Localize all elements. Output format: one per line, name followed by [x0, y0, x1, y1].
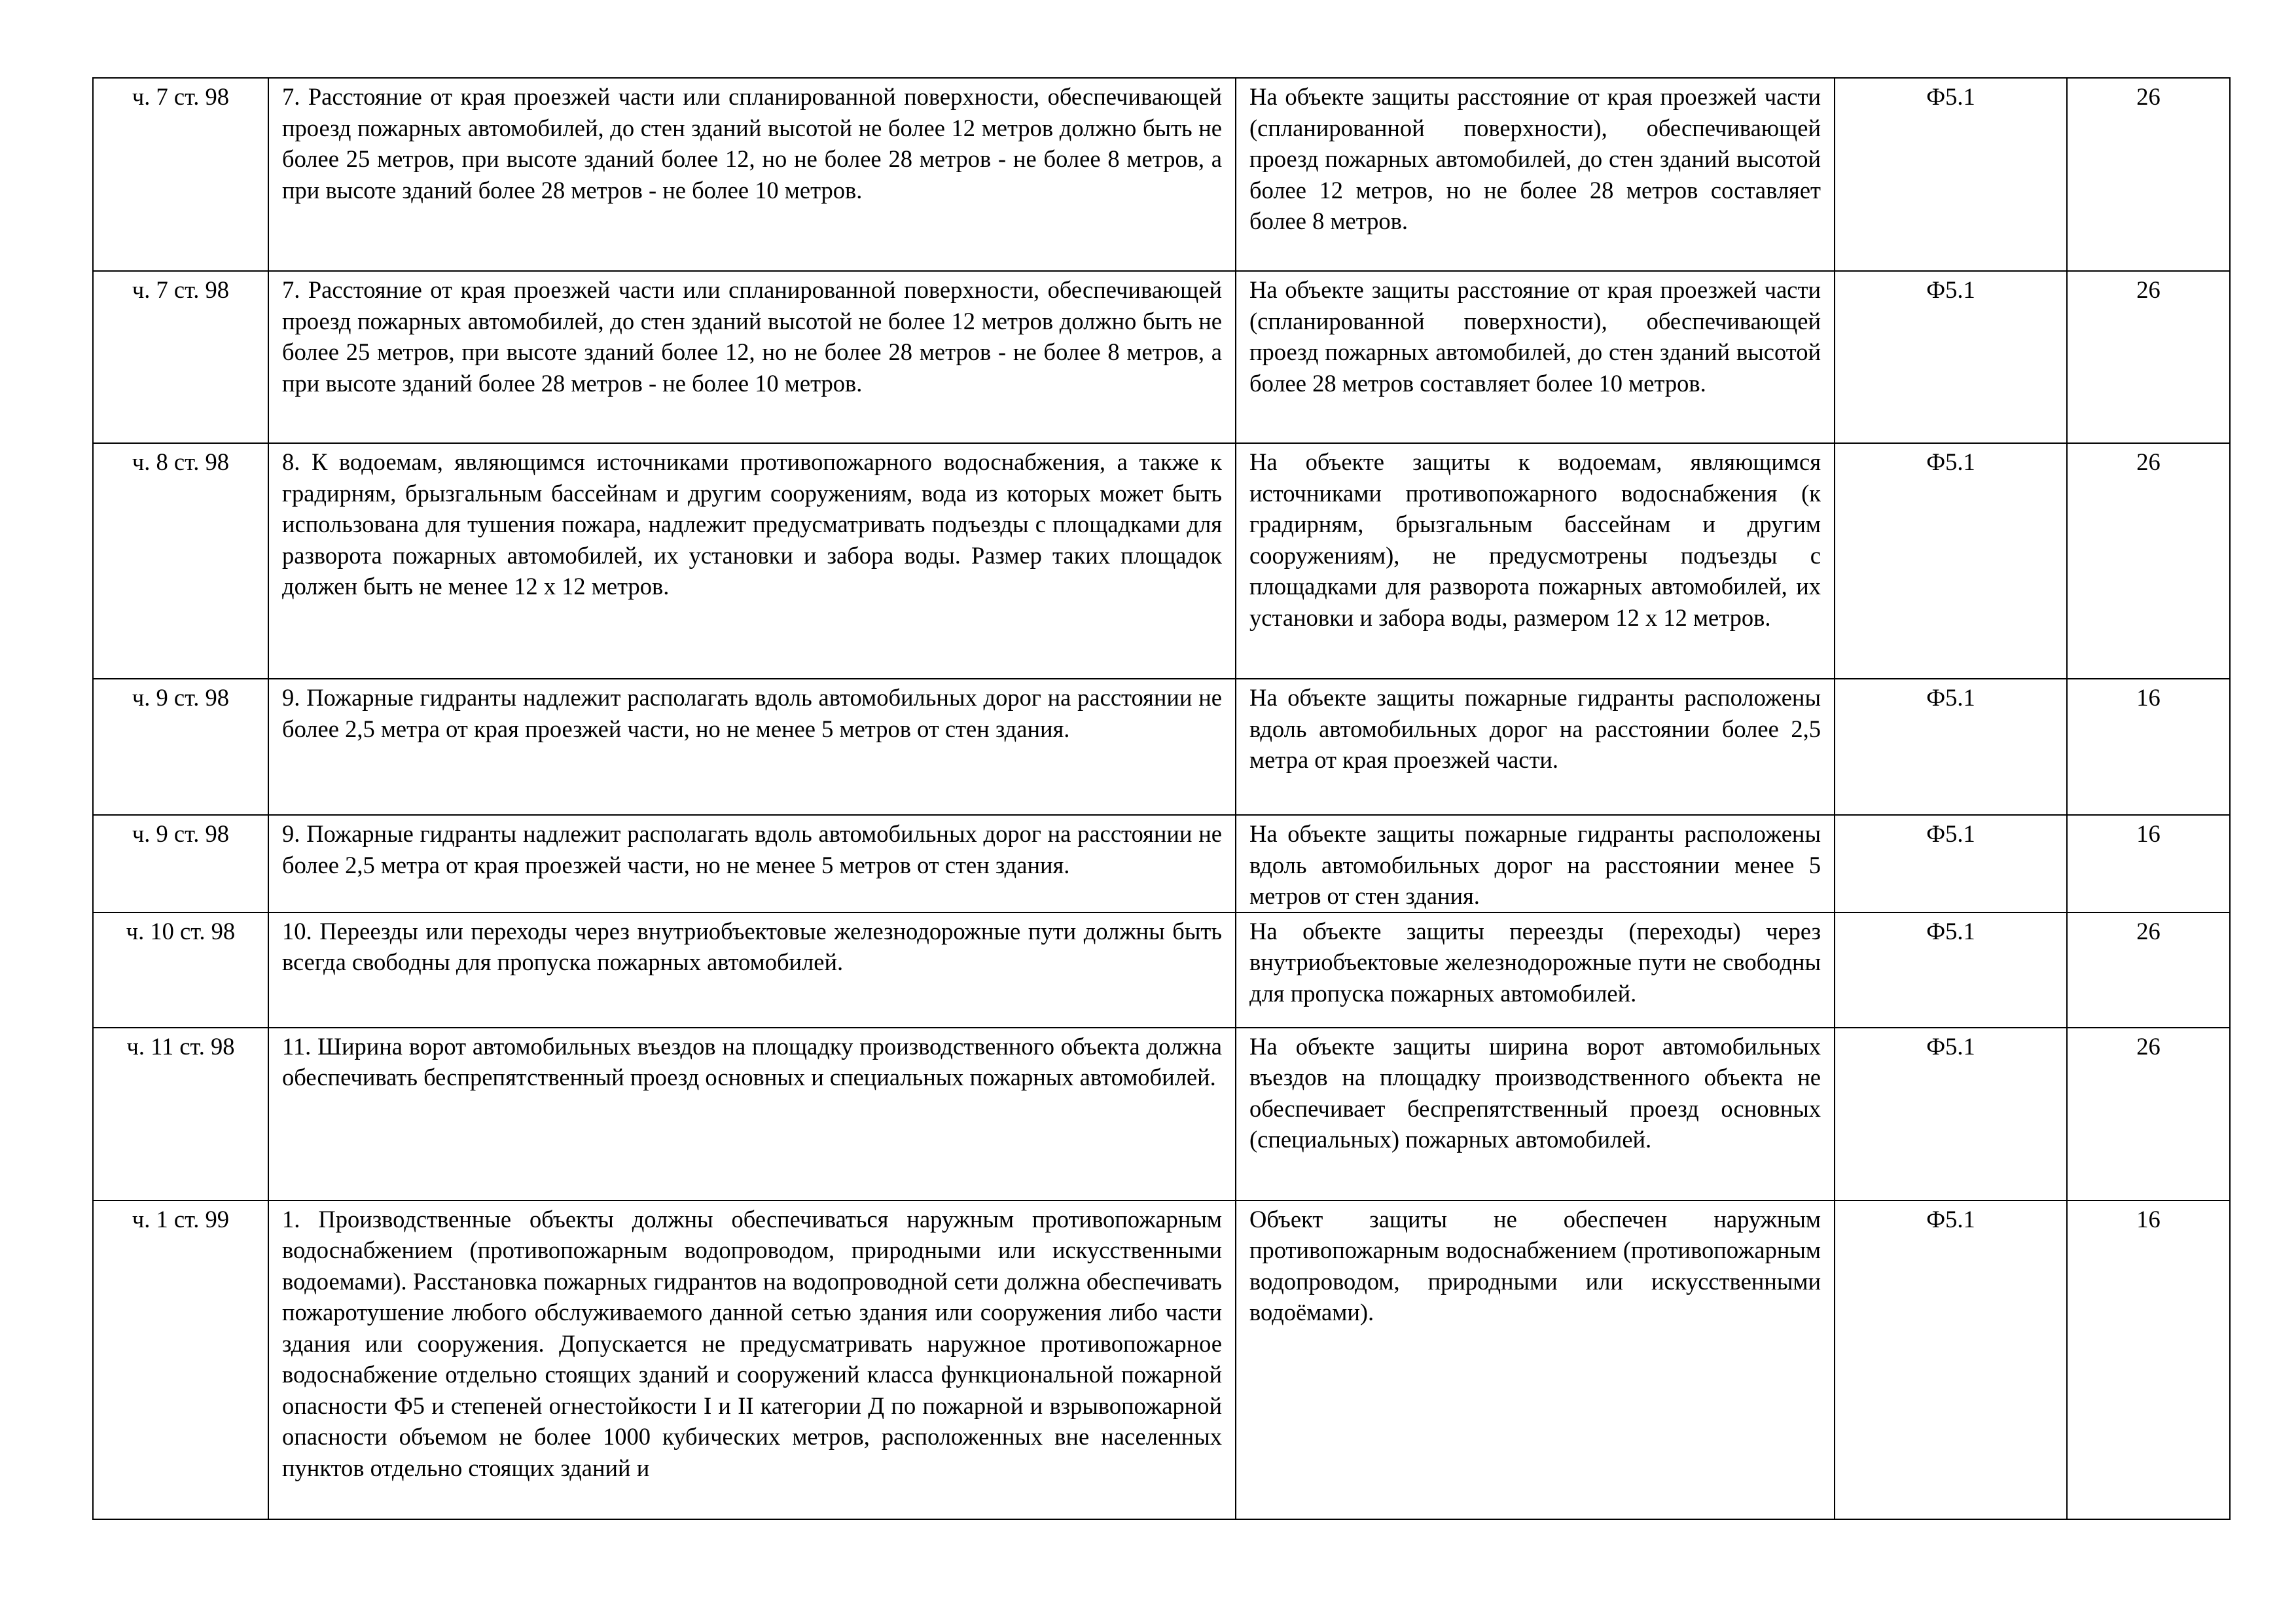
article-reference-cell: ч. 11 ст. 98: [93, 1028, 268, 1200]
table-row: [93, 78, 2230, 271]
hazard-class-cell: Ф5.1: [1835, 271, 2067, 443]
table-row: [93, 679, 2230, 815]
code-number-cell: 16: [2067, 815, 2230, 912]
article-reference-cell: ч. 7 ст. 98: [93, 78, 268, 271]
violation-text-cell: На объекте защиты расстояние от края проезжей части (спланированной поверхности), обеспечивающей проезд пожарных автомобилей, до стен зданий высотой более 12 метров, но не более 28 метров составляет более 8 метров.: [1236, 78, 1835, 271]
article-reference-cell: ч. 9 ст. 98: [93, 815, 268, 912]
hazard-class-cell: Ф5.1: [1835, 1200, 2067, 1519]
hazard-class-cell: Ф5.1: [1835, 443, 2067, 679]
hazard-class-cell: Ф5.1: [1835, 815, 2067, 912]
violation-text-cell: На объекте защиты расстояние от края проезжей части (спланированной поверхности), обеспечивающей проезд пожарных автомобилей, до стен зданий высотой более 28 метров составляет более 10 метров.: [1236, 271, 1835, 443]
requirement-text-cell: 8. К водоемам, являющимся источниками противопожарного водоснабжения, а также к градирням, брызгальным бассейнам и другим сооружениям, вода из которых может быть использована для тушения пожара, надлежит предусматривать подъезды с площадками для разворота пожарных автомобилей, их установки и забора воды. Размер таких площадок должен быть не менее 12 х 12 метров.: [268, 443, 1236, 679]
article-reference-cell: ч. 10 ст. 98: [93, 912, 268, 1028]
code-number-cell: 16: [2067, 1200, 2230, 1519]
violation-text-cell: На объекте защиты пожарные гидранты расположены вдоль автомобильных дорог на расстоянии менее 5 метров от стен здания.: [1236, 815, 1835, 912]
hazard-class-cell: Ф5.1: [1835, 679, 2067, 815]
code-number-cell: 26: [2067, 443, 2230, 679]
code-number-cell: 26: [2067, 271, 2230, 443]
requirement-text-cell: 1. Производственные объекты должны обеспечиваться наружным противопожарным водоснабжением (противопожарным водопроводом, природными или искусственными водоемами). Расстановка пожарных гидрантов на водопроводной сети должна обеспечивать пожаротушение любого обслуживаемого данной сетью здания или сооружения либо части здания или сооружения. Допускается не предусматривать наружное противопожарное водоснабжение отдельно стоящих зданий и сооружений класса функциональной пожарной опасности Ф5 и степеней огнестойкости I и II категории Д по пожарной и взрывопожарной опасности объемом не более 1000 кубических метров, расположенных вне населенных пунктов отдельно стоящих зданий и: [268, 1200, 1236, 1519]
violation-text-cell: Объект защиты не обеспечен наружным противопожарным водоснабжением (противопожарным водопроводом, природными или искусственными водоёмами).: [1236, 1200, 1835, 1519]
requirement-text-cell: 7. Расстояние от края проезжей части или спланированной поверхности, обеспечивающей проезд пожарных автомобилей, до стен зданий высотой не более 12 метров должно быть не более 25 метров, при высоте зданий более 12, но не более 28 метров - не более 8 метров, а при высоте зданий более 28 метров - не более 10 метров.: [268, 271, 1236, 443]
requirement-text-cell: 10. Переезды или переходы через внутриобъектовые железнодорожные пути должны быть всегда свободны для пропуска пожарных автомобилей.: [268, 912, 1236, 1028]
requirement-text-cell: 9. Пожарные гидранты надлежит располагать вдоль автомобильных дорог на расстоянии не более 2,5 метра от края проезжей части, но не менее 5 метров от стен здания.: [268, 679, 1236, 815]
hazard-class-cell: Ф5.1: [1835, 1028, 2067, 1200]
article-reference-cell: ч. 8 ст. 98: [93, 443, 268, 679]
table-row: [93, 1200, 2230, 1519]
article-reference-cell: ч. 9 ст. 98: [93, 679, 268, 815]
code-number-cell: 26: [2067, 912, 2230, 1028]
article-reference-cell: ч. 7 ст. 98: [93, 271, 268, 443]
code-number-cell: 26: [2067, 78, 2230, 271]
requirements-table: [92, 77, 2231, 1520]
code-number-cell: 16: [2067, 679, 2230, 815]
hazard-class-cell: Ф5.1: [1835, 912, 2067, 1028]
article-reference-cell: ч. 1 ст. 99: [93, 1200, 268, 1519]
table-row: [93, 1028, 2230, 1200]
violation-text-cell: На объекте защиты переезды (переходы) через внутриобъектовые железнодорожные пути не свободны для пропуска пожарных автомобилей.: [1236, 912, 1835, 1028]
table-row: [93, 815, 2230, 912]
requirement-text-cell: 11. Ширина ворот автомобильных въездов на площадку производственного объекта должна обеспечивать беспрепятственный проезд основных и специальных пожарных автомобилей.: [268, 1028, 1236, 1200]
violation-text-cell: На объекте защиты пожарные гидранты расположены вдоль автомобильных дорог на расстоянии более 2,5 метра от края проезжей части.: [1236, 679, 1835, 815]
hazard-class-cell: Ф5.1: [1835, 78, 2067, 271]
violation-text-cell: На объекте защиты к водоемам, являющимся источниками противопожарного водоснабжения (к градирням, брызгальным бассейнам и другим сооружениям), не предусмотрены подъезды с площадками для разворота пожарных автомобилей, их установки и забора воды, размером 12 х 12 метров.: [1236, 443, 1835, 679]
violation-text-cell: На объекте защиты ширина ворот автомобильных въездов на площадку производственного объекта не обеспечивает беспрепятственный проезд основных (специальных) пожарных автомобилей.: [1236, 1028, 1835, 1200]
table-row: [93, 912, 2230, 1028]
table-row: [93, 271, 2230, 443]
requirement-text-cell: 7. Расстояние от края проезжей части или спланированной поверхности, обеспечивающей проезд пожарных автомобилей, до стен зданий высотой не более 12 метров должно быть не более 25 метров, при высоте зданий более 12, но не более 28 метров - не более 8 метров, а при высоте зданий более 28 метров - не более 10 метров.: [268, 78, 1236, 271]
code-number-cell: 26: [2067, 1028, 2230, 1200]
requirement-text-cell: 9. Пожарные гидранты надлежит располагать вдоль автомобильных дорог на расстоянии не более 2,5 метра от края проезжей части, но не менее 5 метров от стен здания.: [268, 815, 1236, 912]
table-row: [93, 443, 2230, 679]
